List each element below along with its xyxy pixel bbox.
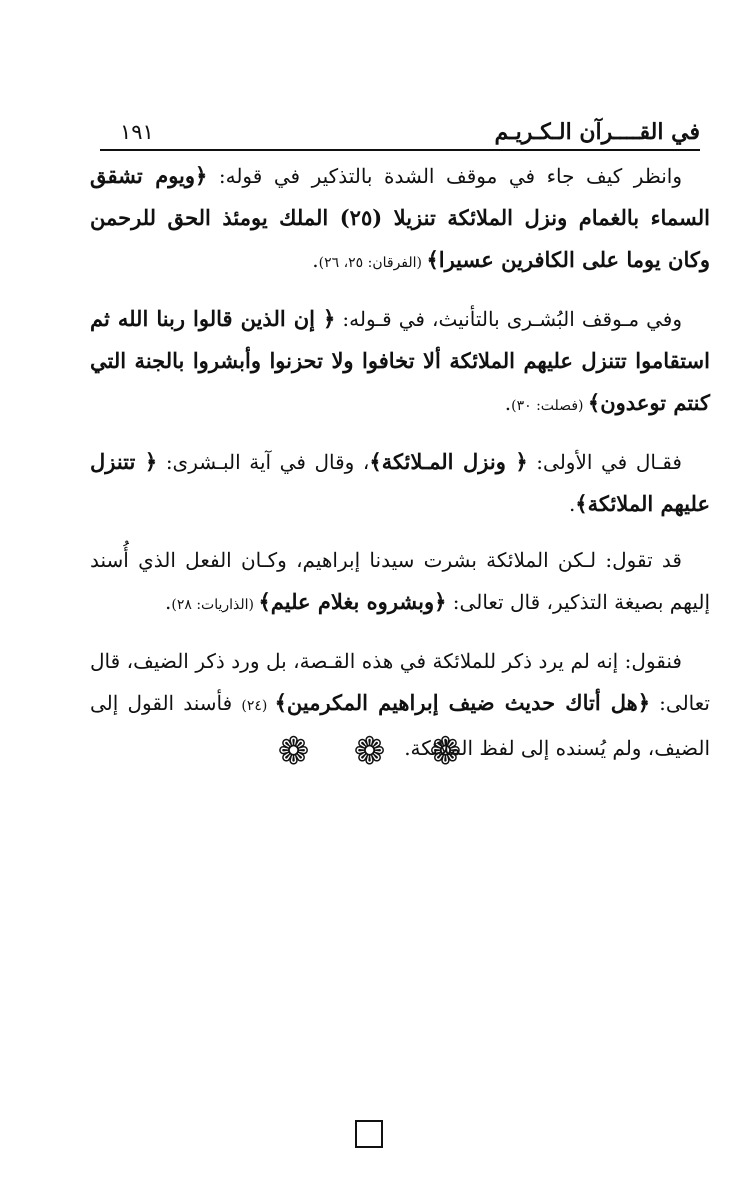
verse-reference: (فصلت: ٣٠): [511, 398, 588, 414]
paragraph-2: [90, 298, 710, 427]
flower-ornament-separator: ❁ ❁ ❁: [277, 729, 478, 773]
quran-verse: ﴿ ونزل المـلائكة﴾: [369, 449, 528, 474]
body-text: [90, 155, 710, 783]
quran-verse: ﴿ إن الذين قالوا ربنا الله ثم استقاموا تتنزل عليهم الملائكة ألا تخافوا ولا تحزنوا وأبشروا بالجنة التي كنتم توعدون﴾: [90, 306, 710, 415]
text-segment: .: [165, 590, 172, 614]
text-segment: .: [312, 248, 319, 272]
verse-reference: (الفرقان: ٢٥، ٢٦): [318, 255, 427, 271]
square-marker-icon: [355, 1120, 383, 1148]
paragraph-3: [90, 441, 710, 525]
quran-verse: ﴿ويوم تشقق السماء بالغمام ونزل الملائكة تنزيلا (٢٥) الملك يومئذ الحق للرحمن وكان يوما على الكافرين عسيرا﴾: [90, 163, 711, 272]
text-segment: فقـال في الأولى:: [527, 450, 682, 474]
paragraph-4: [90, 539, 710, 626]
header-rule: [100, 149, 700, 151]
text-segment: .: [504, 391, 512, 415]
page-number: ١٩١: [120, 120, 154, 144]
text-segment: وانظر كيف جاء في موقف الشدة بالتذكير في قوله:: [207, 164, 683, 188]
quran-verse: ﴿وبشروه بغلام عليم﴾: [258, 589, 447, 614]
text-segment: فنقول: إنه لم يرد ذكر للملائكة في هذه القـصة، بل ورد ذكر الضيف، قال تعالى:: [90, 649, 710, 715]
verse-reference: (الذاريات: ٢٨): [171, 597, 259, 613]
paragraph-1: [90, 155, 710, 284]
page-header: [100, 118, 700, 148]
text-segment: وفي مـوقف البُشـرى بالتأنيث، في قـوله:: [335, 307, 682, 331]
quran-verse: ﴿ تتنزل عليهم الملائكة﴾: [90, 449, 710, 516]
text-segment: .: [568, 492, 576, 516]
verse-reference: (٢٤): [241, 698, 275, 714]
running-title: في القــــرآن الـكـريـم: [494, 119, 700, 145]
text-segment: قد تقول: لـكن الملائكة بشرت سيدنا إبراهيم، وكـان الفعل الذي أُسند إليهم بصيغة التذكير، قال تعالى:: [90, 548, 710, 614]
text-segment: ، وقال في آية البـشرى:: [157, 450, 370, 474]
quran-verse: ﴿هل أتاك حديث ضيف إبراهيم المكرمين﴾: [274, 690, 651, 715]
text-segment: فأسند القول إلى الضيف، ولم يُسنده إلى لفظ الملائكة.: [90, 691, 710, 760]
